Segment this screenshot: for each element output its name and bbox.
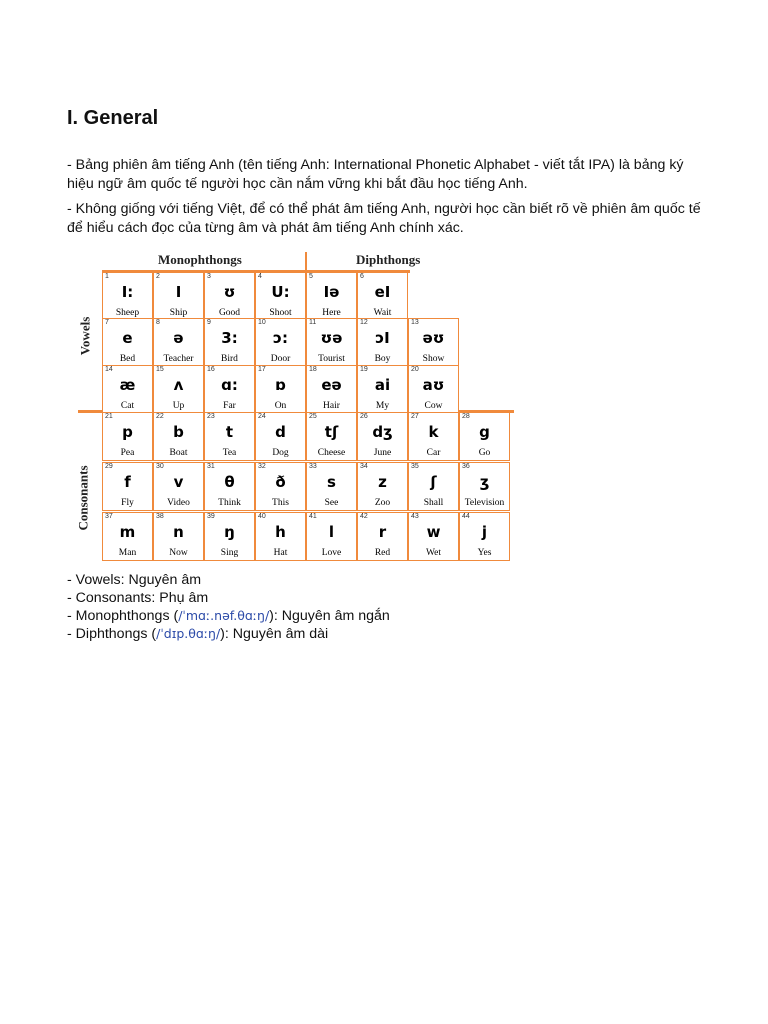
ipa-cell — [357, 365, 408, 414]
ipa-cell — [408, 365, 459, 414]
legend-list — [67, 571, 390, 643]
ipa-cell — [204, 512, 255, 561]
phoneme-symbol: ŋ — [224, 523, 235, 541]
phoneme-symbol: ʃ — [430, 473, 437, 491]
phoneme-symbol: t — [225, 423, 234, 441]
diphthongs-label: Diphthongs — [356, 252, 421, 267]
phoneme-symbol: g — [479, 423, 490, 441]
ipa-cell — [306, 462, 357, 511]
phoneme-symbol: h — [275, 523, 286, 541]
example-word: Sing — [220, 548, 239, 558]
example-word: Bed — [119, 354, 136, 364]
phoneme-symbol: ʊ — [223, 283, 236, 301]
phoneme-symbol: eI — [374, 283, 391, 301]
cell-number: 33 — [309, 463, 317, 470]
ipa-cell — [357, 462, 408, 511]
example-word: Hat — [273, 548, 288, 558]
ipa-cell — [153, 318, 204, 367]
example-word: Teacher — [163, 354, 194, 364]
cell-number: 36 — [462, 463, 470, 470]
ipa-cell — [255, 318, 306, 367]
example-word: Wet — [425, 548, 442, 558]
phoneme-symbol: w — [426, 523, 441, 541]
phoneme-symbol: d — [275, 423, 286, 441]
cell-number: 20 — [411, 366, 419, 373]
cell-number: 27 — [411, 413, 419, 420]
cell-number: 14 — [105, 366, 113, 373]
phoneme-symbol: θ — [224, 473, 235, 491]
cell-number: 1 — [105, 273, 109, 280]
cell-number: 43 — [411, 513, 419, 520]
ipa-cell — [306, 272, 357, 321]
ipa-transcription: /ˈdɪp.θɑːŋ/ — [156, 626, 221, 641]
example-word: Car — [426, 448, 441, 458]
legend-item: - Monophthongs (/ˈmɑː.nəf.θɑːŋ/): Nguyên âm ngắn — [67, 608, 390, 624]
ipa-cell — [306, 412, 357, 461]
example-word: Up — [172, 401, 185, 411]
example-word: On — [274, 401, 287, 411]
phoneme-symbol: Iə — [323, 283, 340, 301]
cell-number: 6 — [360, 273, 364, 280]
example-word: Think — [218, 498, 241, 508]
ipa-cell — [102, 462, 153, 511]
example-word: Fly — [121, 498, 134, 508]
cell-number: 23 — [207, 413, 215, 420]
example-word: Video — [167, 498, 190, 508]
cell-number: 39 — [207, 513, 215, 520]
phoneme-symbol: ɒ — [275, 376, 286, 394]
ipa-cell — [102, 412, 153, 461]
ipa-cell — [408, 462, 459, 511]
phoneme-symbol: z — [378, 473, 387, 491]
cell-number: 37 — [105, 513, 113, 520]
phoneme-symbol: I: — [121, 283, 134, 301]
cell-number: 13 — [411, 319, 419, 326]
cell-number: 4 — [258, 273, 262, 280]
example-word: Love — [321, 548, 342, 558]
vowels-label: Vowels — [77, 316, 93, 356]
phoneme-symbol: tʃ — [324, 423, 339, 441]
example-word: My — [375, 401, 390, 411]
cell-number: 44 — [462, 513, 470, 520]
ipa-cell — [204, 365, 255, 414]
ipa-cell — [459, 412, 510, 461]
ipa-cell — [459, 462, 510, 511]
cell-number: 11 — [309, 319, 317, 326]
example-word: Hair — [323, 401, 340, 411]
section-heading: I. General — [67, 107, 159, 129]
ipa-transcription: /ˈmɑː.nəf.θɑːŋ/ — [178, 608, 270, 623]
ipa-cell — [255, 272, 306, 321]
consonants-label: Consonants — [75, 465, 91, 531]
phoneme-symbol: æ — [119, 376, 136, 394]
example-word: Tourist — [318, 354, 345, 364]
legend-item: - Consonants: Phụ âm — [67, 590, 209, 606]
example-word: Shall — [423, 498, 444, 508]
ipa-cell — [153, 272, 204, 321]
cell-number: 5 — [309, 273, 313, 280]
cell-number: 15 — [156, 366, 164, 373]
cell-number: 32 — [258, 463, 266, 470]
example-word: This — [272, 498, 289, 508]
example-word: Good — [218, 308, 241, 318]
cell-number: 16 — [207, 366, 215, 373]
ipa-cell — [306, 512, 357, 561]
ipa-cell — [153, 462, 204, 511]
phoneme-symbol: ɑ: — [221, 376, 238, 394]
ipa-cell — [357, 512, 408, 561]
phoneme-symbol: ai — [374, 376, 391, 394]
phoneme-symbol: əʊ — [422, 329, 445, 347]
phoneme-symbol: v — [173, 473, 184, 491]
ipa-cell — [255, 462, 306, 511]
phoneme-symbol: r — [378, 523, 387, 541]
phoneme-symbol: U: — [271, 283, 290, 301]
example-word: Tea — [222, 448, 237, 458]
phoneme-symbol: ʊə — [320, 329, 343, 347]
legend-item: - Diphthongs (/ˈdɪp.θɑːŋ/): Nguyên âm dài — [67, 626, 329, 642]
phoneme-symbol: e — [122, 329, 133, 347]
phoneme-symbol: dʒ — [372, 423, 393, 441]
cell-number: 38 — [156, 513, 164, 520]
intro-paragraph-2: - Không giống với tiếng Việt, để có thể phát âm tiếng Anh, người học cần biết rõ về phiên âm quốc tế để hiểu cách đọc của từng âm và phát âm tiếng Anh chính xác. — [67, 201, 701, 236]
cell-number: 30 — [156, 463, 164, 470]
example-word: Cheese — [317, 448, 346, 458]
example-word: Yes — [477, 548, 492, 558]
ipa-cell — [255, 512, 306, 561]
example-word: Far — [223, 401, 236, 411]
phoneme-symbol: I — [175, 283, 182, 301]
cell-number: 21 — [105, 413, 113, 420]
ipa-cell — [255, 365, 306, 414]
cell-number: 28 — [462, 413, 470, 420]
example-word: Zoo — [374, 498, 391, 508]
example-word: Cow — [424, 401, 443, 411]
example-word: Now — [169, 548, 188, 558]
ipa-cell — [153, 512, 204, 561]
cell-number: 41 — [309, 513, 317, 520]
phoneme-symbol: 3: — [221, 329, 238, 347]
cell-number: 31 — [207, 463, 215, 470]
cell-number: 25 — [309, 413, 317, 420]
ipa-cell — [408, 318, 459, 367]
phoneme-symbol: p — [122, 423, 133, 441]
ipa-cell — [102, 365, 153, 414]
cell-number: 29 — [105, 463, 113, 470]
ipa-cell — [306, 365, 357, 414]
cell-number: 12 — [360, 319, 368, 326]
ipa-cell — [153, 365, 204, 414]
cell-number: 2 — [156, 273, 160, 280]
phoneme-symbol: ʌ — [173, 376, 184, 394]
ipa-cell — [204, 462, 255, 511]
example-word: Shoot — [269, 308, 292, 318]
example-word: See — [324, 498, 339, 508]
phoneme-symbol: ə — [173, 329, 184, 347]
cell-number: 18 — [309, 366, 317, 373]
legend-item: - Vowels: Nguyên âm — [67, 572, 202, 588]
monophthongs-label: Monophthongs — [158, 252, 242, 267]
ipa-cell — [102, 512, 153, 561]
ipa-cell — [153, 412, 204, 461]
phoneme-symbol: b — [173, 423, 184, 441]
ipa-cell — [306, 318, 357, 367]
example-word: Ship — [169, 308, 188, 318]
cell-number: 42 — [360, 513, 368, 520]
phoneme-symbol: ð — [275, 473, 286, 491]
ipa-cell — [357, 272, 408, 321]
example-word: Cat — [120, 401, 135, 411]
phoneme-symbol: ɔ: — [273, 329, 288, 347]
example-word: Sheep — [115, 308, 140, 318]
ipa-cell — [204, 272, 255, 321]
example-word: Door — [270, 354, 291, 364]
cell-number: 8 — [156, 319, 160, 326]
phoneme-symbol: s — [327, 473, 336, 491]
ipa-cell — [408, 512, 459, 561]
example-word: Bird — [221, 354, 238, 364]
example-word: Wait — [373, 308, 392, 318]
cell-number: 40 — [258, 513, 266, 520]
phoneme-symbol: l — [328, 523, 335, 541]
header-separator — [305, 252, 307, 270]
cell-number: 19 — [360, 366, 368, 373]
intro-paragraph-1: - Bảng phiên âm tiếng Anh (tên tiếng Anh: International Phonetic Alphabet - viết tắt IPA) là bảng ký hiệu ngữ âm quốc tế người học cần nắm vững khi bắt đầu học tiếng Anh. — [67, 157, 684, 192]
cell-number: 24 — [258, 413, 266, 420]
example-word: Red — [374, 548, 391, 558]
example-word: June — [373, 448, 392, 458]
example-word: Boat — [169, 448, 188, 458]
example-word: Dog — [272, 448, 289, 458]
example-word: Boy — [374, 354, 391, 364]
cell-number: 22 — [156, 413, 164, 420]
cell-number: 7 — [105, 319, 109, 326]
phoneme-symbol: ʒ — [479, 473, 490, 491]
ipa-cell — [102, 272, 153, 321]
phoneme-symbol: k — [428, 423, 439, 441]
ipa-cell — [204, 318, 255, 367]
example-word: Man — [118, 548, 137, 558]
example-word: Pea — [120, 448, 135, 458]
phoneme-symbol: m — [119, 523, 136, 541]
cell-number: 34 — [360, 463, 368, 470]
example-word: Television — [464, 498, 505, 508]
ipa-cell — [204, 412, 255, 461]
phoneme-symbol: j — [481, 523, 488, 541]
phoneme-symbol: n — [173, 523, 184, 541]
ipa-cell — [459, 512, 510, 561]
cell-number: 9 — [207, 319, 211, 326]
example-word: Show — [422, 354, 445, 364]
ipa-cell — [102, 318, 153, 367]
example-word: Here — [322, 308, 341, 318]
cell-number: 35 — [411, 463, 419, 470]
ipa-cell — [357, 318, 408, 367]
cell-number: 10 — [258, 319, 266, 326]
cell-number: 3 — [207, 273, 211, 280]
phoneme-symbol: f — [124, 473, 131, 491]
phoneme-symbol: ɔI — [375, 329, 390, 347]
example-word: Go — [478, 448, 491, 458]
phoneme-symbol: aʊ — [422, 376, 445, 394]
cell-number: 17 — [258, 366, 266, 373]
ipa-cell — [408, 412, 459, 461]
phoneme-symbol: eə — [321, 376, 342, 394]
ipa-cell — [255, 412, 306, 461]
cell-number: 26 — [360, 413, 368, 420]
ipa-chart — [75, 250, 518, 568]
ipa-cell — [357, 412, 408, 461]
